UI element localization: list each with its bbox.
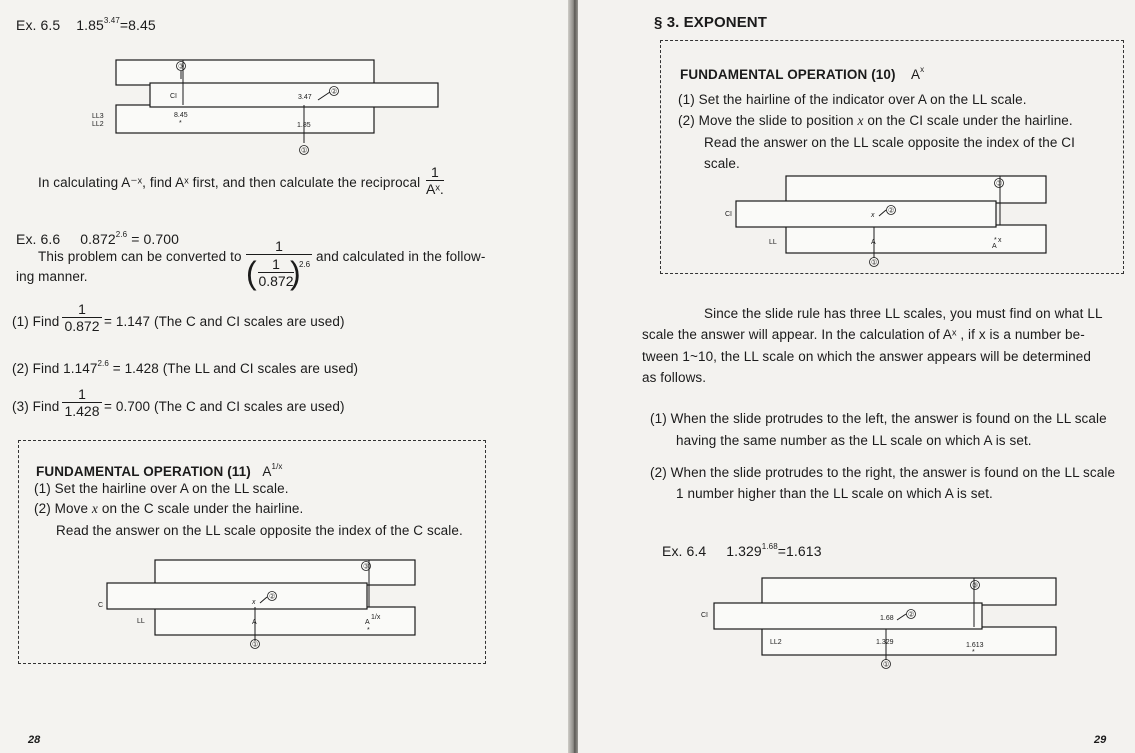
callout-3: ③	[178, 63, 185, 71]
step-result: = 0.700 (The C and CI scales are used)	[104, 399, 345, 414]
scale-label-ll: LL	[137, 618, 145, 625]
operation-10-step-2	[678, 112, 1073, 130]
example-base: 1.85	[76, 17, 104, 33]
answer-star: *	[994, 237, 997, 244]
slide-rule-figure-10	[716, 170, 1056, 270]
title-text: FUNDAMENTAL OPERATION (10)	[680, 67, 896, 82]
page-number: 29	[1094, 734, 1107, 746]
stock-lower	[116, 105, 374, 133]
callout-1: ①	[252, 641, 259, 649]
value-8-45: 8.45	[174, 112, 188, 119]
symbol-base: A	[911, 67, 921, 82]
scale-label-ll: LL	[769, 239, 777, 246]
variable-x: x	[871, 212, 875, 219]
answer-a: A	[365, 619, 370, 626]
step-2-text-b: on the C scale under the hairline.	[98, 501, 304, 516]
callout-3: ③	[996, 180, 1003, 188]
slide	[714, 603, 982, 629]
denominator: Aˣ.	[426, 181, 444, 197]
example-label: Ex. 6.6	[16, 231, 61, 247]
variable-x: x	[857, 113, 864, 128]
slide-rule-figure-6-4	[696, 572, 1066, 672]
symbol-base: A	[262, 464, 272, 479]
callout-2: ②	[908, 611, 915, 619]
example-6-4	[662, 538, 822, 560]
slide	[150, 83, 438, 107]
value-a: A	[871, 239, 876, 246]
title-text: FUNDAMENTAL OPERATION (11)	[36, 464, 251, 479]
example-6-5	[16, 12, 156, 34]
operation-11-step-3: Read the answer on the LL scale opposite the index of the C scale.	[56, 523, 463, 538]
example-label: Ex. 6.4	[662, 543, 707, 559]
step-2-text-b: on the CI scale under the hairline.	[863, 113, 1073, 128]
denominator: 1.428	[64, 403, 100, 419]
denominator: 0.872	[64, 318, 100, 334]
step-2	[12, 355, 358, 378]
symbol-exponent: 1/x	[271, 462, 283, 471]
answer-star: *	[367, 627, 370, 634]
value-1-68: 1.68	[880, 615, 894, 622]
value-1-85: 1.85	[297, 122, 311, 129]
stock-upper	[116, 60, 374, 85]
scale-label-ci: CI	[170, 93, 177, 100]
stock-lower	[762, 627, 1056, 655]
callout-2: ②	[888, 207, 895, 215]
value-3-47: 3.47	[298, 94, 312, 101]
paragraph-line-1: Since the slide rule has three LL scales, you must find on what LL	[704, 306, 1103, 321]
conversion-fraction	[246, 238, 312, 291]
step-result: = 1.147 (The C and CI scales are used)	[104, 314, 345, 329]
answer-exponent: 1/x	[371, 614, 381, 621]
example-result: =1.613	[777, 543, 822, 559]
callout-3: ③	[972, 582, 979, 590]
example-base: 1.329	[726, 543, 762, 559]
rule-2-line-2: 1 number higher than the LL scale on which A is set.	[676, 486, 993, 501]
scale-label-ll2: LL2	[770, 639, 782, 646]
callout-1: ①	[301, 147, 308, 155]
operation-10-step-3: Read the answer on the LL scale opposite the index of the CI	[704, 135, 1075, 150]
conversion-text-2: and calculated in the follow-	[316, 249, 486, 264]
example-exponent: 3.47	[103, 16, 120, 25]
value-a: A	[252, 619, 257, 626]
scale-label-c: C	[98, 602, 104, 609]
variable-x: x	[252, 599, 256, 606]
value-1-329: 1.329	[876, 639, 894, 646]
callout-2: ②	[269, 593, 276, 601]
example-result: =8.45	[119, 17, 156, 33]
rule-1-line-1: (1) When the slide protrudes to the left, the answer is found on the LL scale	[650, 411, 1107, 426]
step-exponent: 2.6	[97, 359, 109, 368]
fundamental-operation-11-title	[36, 458, 283, 481]
right-page	[578, 0, 1135, 753]
section-heading: § 3. EXPONENT	[654, 14, 768, 31]
operation-11-step-2	[34, 500, 303, 518]
example-result: = 0.700	[131, 231, 180, 247]
callout-3: ③	[363, 563, 370, 571]
stock-upper	[762, 578, 1056, 605]
slide	[736, 201, 996, 227]
stock-upper	[786, 176, 1046, 203]
inner-denominator: 0.872	[258, 273, 294, 289]
inner-numerator: 1	[258, 257, 294, 273]
numerator: 1	[62, 301, 102, 318]
step-3-fraction	[62, 386, 102, 419]
slide	[107, 583, 367, 609]
operation-11-step-1: (1) Set the hairline over A on the LL scale.	[34, 481, 289, 496]
scale-label-ll3: LL3	[92, 113, 104, 120]
step-label: (3) Find	[12, 399, 60, 414]
reciprocal-text: In calculating A⁻ˣ, find Aˣ first, and then calculate the reciprocal	[38, 175, 421, 190]
rule-1-line-2: having the same number as the LL scale on which A is set.	[676, 433, 1032, 448]
example-exponent: 1.68	[761, 542, 778, 551]
inner-exponent: 2.6	[299, 260, 311, 269]
paragraph-line-2: scale the answer will appear. In the calculation of Aˣ , if x is a number be-	[642, 327, 1085, 342]
page-number: 28	[28, 734, 41, 746]
symbol-exponent: x	[920, 65, 925, 74]
step-result: = 1.428 (The LL and CI scales are used)	[112, 361, 359, 376]
rule-2-line-1: (2) When the slide protrudes to the right, the answer is found on the LL scale	[650, 465, 1116, 480]
operation-10-step-4: scale.	[704, 156, 740, 171]
answer-a: A	[992, 243, 997, 250]
paragraph-line-4: as follows.	[642, 370, 707, 385]
step-2-text-a: (2) Move the slide to position	[678, 113, 858, 128]
example-exponent: 2.6	[115, 230, 128, 239]
slide-rule-figure-11	[95, 555, 425, 650]
variable-x: x	[91, 501, 99, 516]
example-label: Ex. 6.5	[16, 17, 61, 33]
example-6-6	[16, 226, 179, 248]
outer-denominator: ( $\frac{1}{0.872}$ ) 2.6	[246, 255, 311, 291]
callout-2: ②	[331, 88, 338, 96]
numerator: 1	[426, 164, 444, 181]
stock-upper	[155, 560, 415, 585]
callout-1: ①	[883, 661, 890, 669]
conversion-text-1: This problem can be converted to	[38, 249, 242, 264]
reciprocal-fraction	[426, 164, 444, 197]
step-label: (1) Find	[12, 314, 60, 329]
answer-exponent: x	[998, 237, 1002, 244]
step-2-text-a: (2) Move	[34, 501, 92, 516]
value-1-613: 1.613	[966, 642, 984, 649]
paragraph-line-3: tween 1~10, the LL scale on which the answer appears will be determined	[642, 349, 1091, 364]
stock-lower	[786, 225, 1046, 253]
example-base: 0.872	[80, 231, 116, 247]
scale-label-ci: CI	[701, 612, 708, 619]
conversion-text-3: ing manner.	[16, 269, 88, 284]
slide-rule-figure-6-5	[90, 55, 450, 160]
numerator: 1	[62, 386, 102, 403]
stock-lower	[155, 607, 415, 635]
operation-10-step-1: (1) Set the hairline of the indicator over A on the LL scale.	[678, 92, 1027, 107]
step-label: (2) Find 1.147	[12, 361, 98, 376]
outer-numerator: 1	[246, 238, 312, 255]
callout-1: ①	[871, 259, 878, 267]
step-1-fraction	[62, 301, 102, 334]
scale-label-ll2: LL2	[92, 121, 104, 128]
scale-label-ci: CI	[725, 211, 732, 218]
answer-star: *	[972, 649, 975, 656]
answer-star: *	[179, 120, 182, 127]
fundamental-operation-10-title	[680, 61, 924, 84]
